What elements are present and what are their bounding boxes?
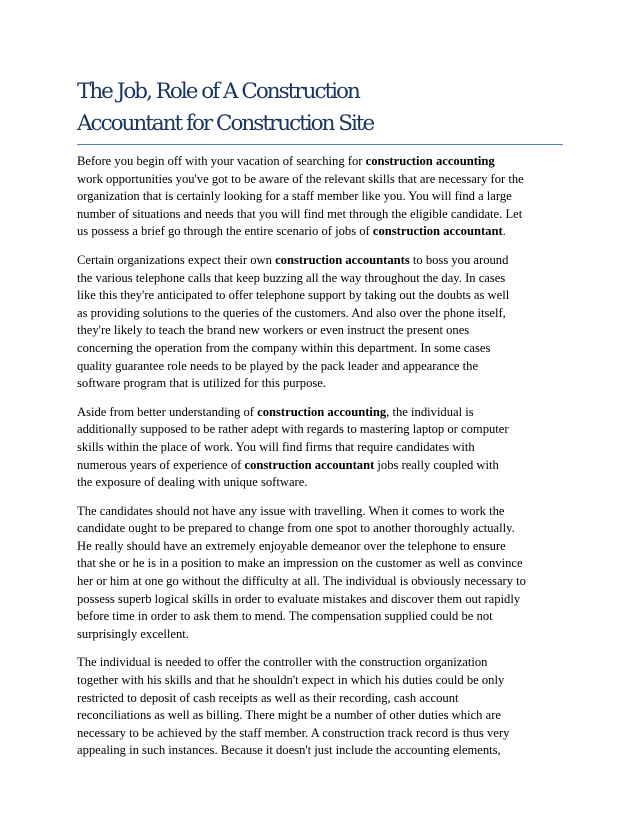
text-run: Aside from better understanding of: [77, 404, 258, 419]
paragraph-line: [77, 270, 565, 288]
paragraph-line: [77, 404, 565, 422]
text-run: quality guarantee role needs to be played by the pack leader and appearance the: [77, 358, 479, 373]
text-run: The individual is needed to offer the controller with the construction organization: [77, 655, 488, 670]
text-run: necessary to be achieved by the staff member. A construction track record is thus very: [77, 725, 510, 740]
text-run: concerning the operation from the company within this department. In some cases: [77, 340, 491, 355]
title-underline-rule: [77, 144, 563, 145]
paragraph-line: [77, 305, 565, 323]
paragraph-line: [77, 503, 565, 521]
text-run: candidate ought to be prepared to change from one spot to another thoroughly actually.: [77, 521, 515, 536]
paragraph-line: [77, 608, 565, 626]
text-run: her or him at one go without the difficulty at all. The individual is obviously necessary to: [77, 574, 526, 589]
paragraph-line: [77, 206, 565, 224]
text-run: Certain organizations expect their own: [77, 252, 276, 267]
paragraph-line: [77, 474, 565, 492]
paragraph-line: [77, 287, 565, 305]
paragraph-line: [77, 626, 565, 644]
text-run: skills within the place of work. You will find firms that require candidates with: [77, 439, 475, 454]
text-run: reconciliations as well as billing. There might be a number of other duties which are: [77, 708, 501, 723]
text-run: they're likely to teach the brand new workers or even instruct the present ones: [77, 323, 470, 338]
document-title: [77, 76, 567, 140]
text-run: work opportunities you've got to be aware of the relevant skills that are necessary for the: [77, 171, 524, 186]
paragraph-line: [77, 457, 565, 475]
text-run: to boss you around: [409, 252, 509, 267]
paragraph-line: [77, 153, 565, 171]
text-run: number of situations and needs that you will find met through the eligible candidate. Let: [77, 206, 523, 221]
body-paragraph: [77, 252, 565, 393]
text-run: before time in order to ask them to mend. The compensation supplied could be not: [77, 609, 493, 624]
paragraph-line: [77, 340, 565, 358]
body-paragraph: [77, 503, 565, 644]
paragraph-line: [77, 707, 565, 725]
document-body: [77, 153, 565, 771]
text-run: , the individual is: [386, 404, 474, 419]
text-run: appealing in such instances. Because it doesn't just include the accounting elements,: [77, 743, 501, 758]
paragraph-line: [77, 252, 565, 270]
text-run: like this they're anticipated to offer telephone support by taking out the doubts as well: [77, 288, 510, 303]
keyword-link-text: construction accountants: [275, 252, 410, 267]
text-run: that she or he is in a position to make an impression on the customer as well as convince: [77, 556, 523, 571]
text-run: restricted to deposit of cash receipts as well as their recording, cash account: [77, 690, 459, 705]
title-line-1: The Job, Role of A Construction: [77, 79, 359, 104]
paragraph-line: [77, 690, 565, 708]
text-run: The candidates should not have any issue with travelling. When it comes to work the: [77, 503, 505, 518]
paragraph-line: [77, 223, 565, 241]
text-run: as providing solutions to the queries of the customers. And also over the phone itself,: [77, 305, 506, 320]
paragraph-line: [77, 672, 565, 690]
paragraph-line: [77, 742, 565, 760]
keyword-link-text: construction accountant: [244, 457, 375, 472]
paragraph-line: [77, 555, 565, 573]
title-line-2: Accountant for Construction Site: [77, 111, 374, 136]
paragraph-line: [77, 421, 565, 439]
paragraph-line: [77, 171, 565, 189]
text-run: .: [502, 224, 506, 239]
text-run: us possess a brief go through the entire scenario of jobs of: [77, 224, 373, 239]
paragraph-line: [77, 358, 565, 376]
text-run: possess superb logical skills in order to evaluate mistakes and discover them out rapidly: [77, 591, 521, 606]
paragraph-line: [77, 322, 565, 340]
body-paragraph: [77, 404, 565, 492]
keyword-link-text: construction accountant: [372, 224, 503, 239]
paragraph-line: [77, 375, 565, 393]
text-run: the various telephone calls that keep buzzing all the way throughout the day. In cases: [77, 270, 506, 285]
text-run: the exposure of dealing with unique software.: [77, 475, 308, 490]
text-run: Before you begin off with your vacation of searching for: [77, 154, 366, 168]
text-run: He really should have an extremely enjoyable demeanor over the telephone to ensure: [77, 538, 506, 553]
body-paragraph: [77, 654, 565, 760]
paragraph-line: [77, 654, 565, 672]
paragraph-line: [77, 573, 565, 591]
text-run: together with his skills and that he shouldn't expect in which his duties could be only: [77, 673, 505, 688]
text-run: organization that is certainly looking for a staff member like you. You will find a large: [77, 189, 512, 204]
keyword-link-text: construction accounting: [257, 404, 387, 419]
body-paragraph: [77, 153, 565, 241]
text-run: surprisingly excellent.: [77, 626, 189, 641]
paragraph-line: [77, 520, 565, 538]
text-run: jobs really coupled with: [374, 457, 499, 472]
text-run: additionally supposed to be rather adept with regards to mastering laptop or computer: [77, 422, 509, 437]
text-run: software program that is utilized for this purpose.: [77, 376, 327, 391]
paragraph-line: [77, 188, 565, 206]
paragraph-line: [77, 591, 565, 609]
paragraph-line: [77, 538, 565, 556]
paragraph-line: [77, 439, 565, 457]
keyword-link-text: construction accounting: [365, 154, 495, 168]
text-run: numerous years of experience of: [77, 457, 245, 472]
paragraph-line: [77, 725, 565, 743]
